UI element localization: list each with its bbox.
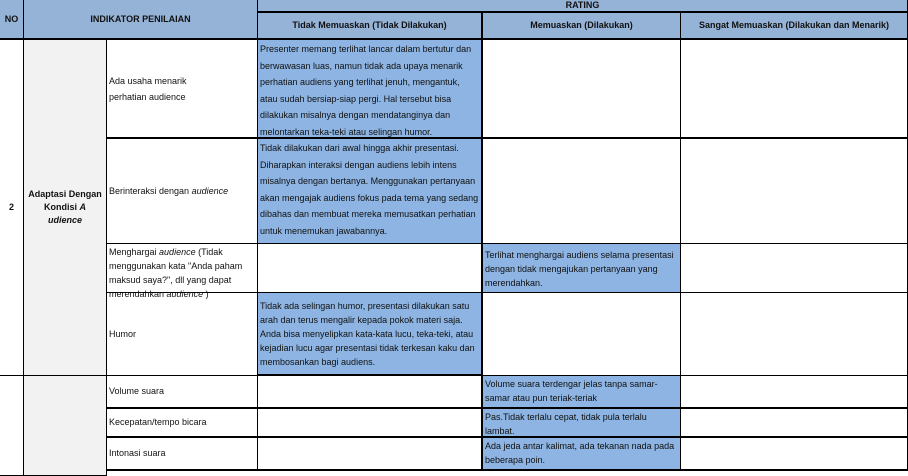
indicator-text: ) [203,289,209,299]
indicator-text: Menghargai [109,247,160,257]
tidak-memuaskan-cell[interactable]: Presenter memang terlihat lancar dalam bertutur dan berwawasan luas, namun tidak ada upaya menarik perhatian audiens yang terlihat jenuh, mengantuk, atau sudah bersiap-siap pergi. Hal tersebut bisa dilakukan misalnya dengan mendatanginya dan melontarkan teka-teki atau selingan humor. [258,40,483,139]
indicator-cell[interactable]: Volume suara [107,376,258,409]
memuaskan-cell[interactable]: Ada jeda antar kalimat, ada tekanan nada pada beberapa poin. [483,438,681,471]
indicator-cell[interactable] [107,40,258,139]
indicator-cell[interactable] [107,139,258,244]
section-category-empty[interactable] [24,376,107,476]
tidak-memuaskan-cell[interactable] [258,438,483,471]
indicator-italic: audience [191,185,229,196]
tidak-memuaskan-cell[interactable]: Tidak ada selingan humor, presentasi dilakukan satu arah dan terus mengalir kepada pokok materi saja. Anda bisa menyelipkan kata-kata lucu, teka-teki, atau kejadian lucu agar presentasi tidak terkesan kaku dan membosankan bagi audiens. [258,293,483,376]
header-tidak-memuaskan[interactable]: Tidak Memuaskan (Tidak Dilakukan) [258,13,483,40]
section-category[interactable] [24,40,107,376]
tidak-memuaskan-cell[interactable]: Tidak dilakukan dari awal hingga akhir presentasi. Diharapkan interaksi dengan audiens lebih intens misalnya dengan bertanya. Menggunakan pertanyaan akan mengajak audiens fokus pada tema yang sedang dibahas dan membuat mereka memusatkan perhatian untuk menemukan jawabannya. [258,139,483,244]
tidak-memuaskan-cell[interactable] [258,376,483,409]
memuaskan-cell[interactable] [483,40,681,139]
section-number-empty[interactable] [0,376,24,476]
category-label: Adaptasi Dengan Kondisi [28,189,102,212]
header-memuaskan[interactable]: Memuaskan (Dilakukan) [483,13,681,40]
sangat-memuaskan-cell[interactable] [681,409,908,438]
header-rating[interactable]: RATING [258,0,908,13]
category-label-italic: A udience [47,202,86,225]
indicator-cell[interactable]: Humor [107,293,258,376]
indicator-cell[interactable]: Kecepatan/tempo bicara [107,409,258,438]
memuaskan-cell[interactable]: Pas.Tidak terlalu cepat, tidak pula terlalu lambat. [483,409,681,438]
sangat-memuaskan-cell[interactable] [681,438,908,471]
indicator-cell[interactable]: Intonasi suara [107,438,258,471]
header-indikator[interactable]: INDIKATOR PENILAIAN [24,0,258,40]
sangat-memuaskan-cell[interactable] [681,40,908,139]
memuaskan-cell[interactable] [483,139,681,244]
header-sangat-memuaskan[interactable]: Sangat Memuaskan (Dilakukan dan Menarik) [681,13,908,40]
tidak-memuaskan-cell[interactable] [258,244,483,293]
header-no[interactable]: NO [0,0,24,40]
indicator-text: (Tidak menggunakan kata "Anda paham maksud saya?", dll yang dapat merendahkan [109,247,243,299]
section-number[interactable]: 2 [0,40,24,376]
indicator-italic: audience [166,289,204,299]
memuaskan-cell[interactable] [483,293,681,376]
indicator-text: Berinteraksi dengan [109,185,192,196]
tidak-memuaskan-cell[interactable] [258,409,483,438]
sangat-memuaskan-cell[interactable] [681,293,908,376]
indicator-text: Ada usaha menarik perhatian audience [109,75,187,102]
sangat-memuaskan-cell[interactable] [681,139,908,244]
indicator-italic: audience [159,247,196,257]
sangat-memuaskan-cell[interactable] [681,244,908,293]
memuaskan-cell[interactable]: Terlihat menghargai audiens selama presentasi dengan tidak mengajukan pertanyaan yang merendahkan. [483,244,681,293]
sangat-memuaskan-cell[interactable] [681,376,908,409]
memuaskan-cell[interactable]: Volume suara terdengar jelas tanpa samar-samar atau pun teriak-teriak [483,376,681,409]
indicator-cell[interactable] [107,244,258,299]
